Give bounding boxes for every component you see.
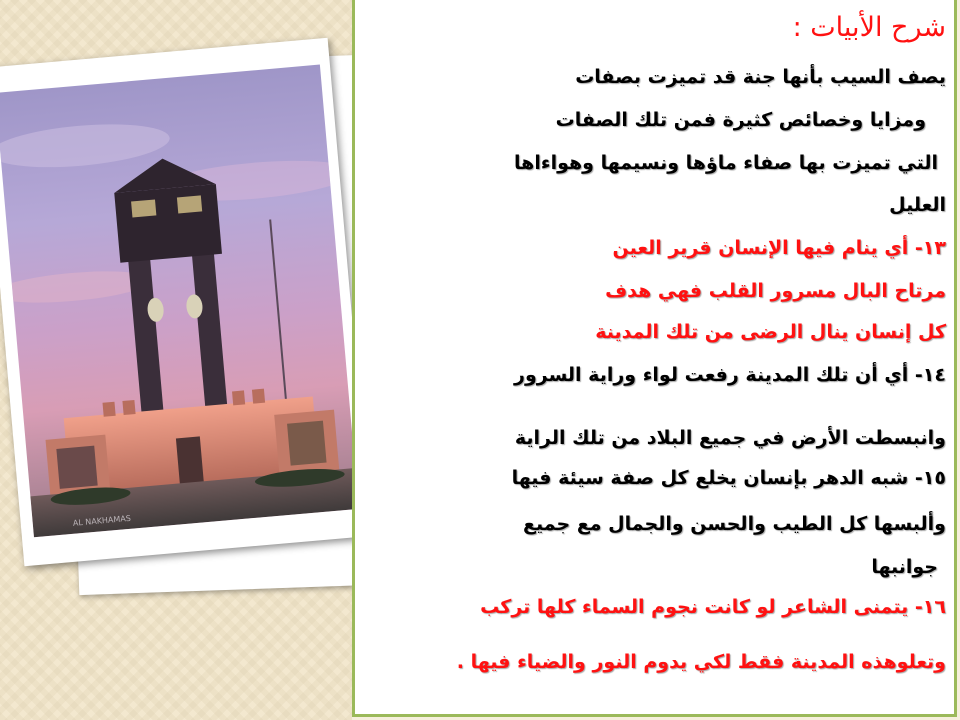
text-line-9: وانبسطت الأرض في جميع البلاد من تلك الراية [514, 427, 946, 449]
text-line-14: وتعلوهذه المدينة فقط لكي يدوم النور والضياء فيها . [456, 651, 946, 673]
text-line-8: ١٤- أي أن تلك المدينة رفعت لواء وراية السرور [514, 364, 946, 386]
text-line-10: ١٥- شبه الدهر بإنسان يخلع كل صفة سيئة فيها [511, 467, 946, 489]
text-line-3: التي تميزت بها صفاء ماؤها ونسيمها وهواءاها [514, 152, 938, 174]
text-line-13: ١٦- يتمنى الشاعر لو كانت نجوم السماء كلها تركب [480, 596, 946, 618]
text-line-2: ومزايا وخصائص كثيرة فمن تلك الصفات [555, 109, 926, 131]
text-line-7: كل إنسان ينال الرضى من تلك المدينة [595, 321, 946, 343]
clock-tower-photo [0, 65, 359, 538]
text-line-11: وألبسها كل الطيب والحسن والجمال مع جميع [523, 513, 946, 535]
text-line-4: العليل [889, 194, 946, 216]
text-line-6: مرتاح البال مسرور القلب فهي هدف [605, 280, 946, 302]
text-line-1: يصف السيب بأنها جنة قد تميزت بصفات [575, 66, 946, 88]
photo-watermark: AL NAKHAMAS [72, 513, 132, 528]
photo-card [0, 38, 371, 566]
text-line-12: جوانبها [871, 556, 938, 578]
text-line-5: ١٣- أي ينام فيها الإنسان قرير العين [612, 237, 946, 259]
page-title: شرح الأبيات : [792, 12, 946, 43]
text-panel [352, 0, 957, 717]
